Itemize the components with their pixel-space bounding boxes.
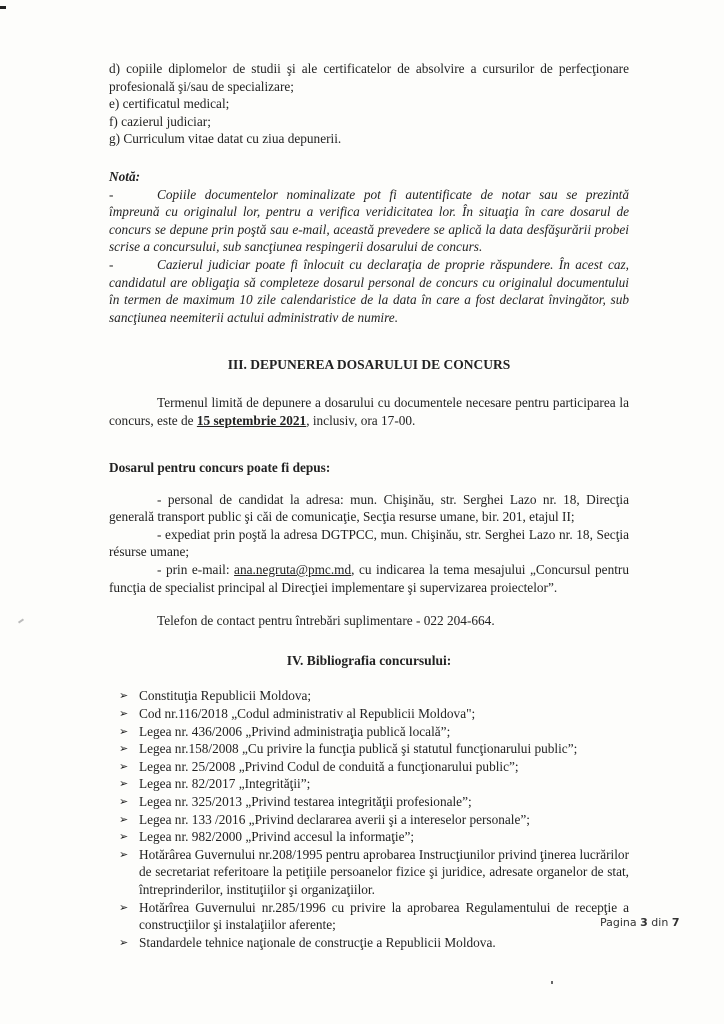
email-post: , cu indicarea la tema mesajului „Concursul pentru funcţia de specialist principal al Direcţiei implementare şi supervizarea proiectelor”. (109, 562, 629, 595)
note-text: Cazierul judiciar poate fi înlocuit cu declaraţia de proprie răspundere. În acest caz, candidatul are obligaţia să completeze dosarul personal de concurs cu originalul documentului în termen de maximum 10 zile calendaristice de la data în care a fost declarat învingător, sub sancţiunea neemiterii actului administrativ de numire. (109, 256, 629, 325)
doc-item-f: f) cazierul judiciar; (109, 113, 211, 129)
list-item-text: Legea nr.158/2008 „Cu privire la funcţia publică şi statutul funcţionarului public”; (139, 741, 578, 757)
submit-email (109, 561, 629, 596)
arrow-bullet-icon: ➢ (119, 777, 129, 791)
arrow-bullet-icon: ➢ (119, 689, 129, 703)
dash: - (109, 186, 114, 202)
page-current: 3 (640, 916, 648, 929)
list-item (119, 740, 629, 758)
submit-personal: - personal de candidat la adresa: mun. Chişinău, str. Serghei Lazo nr. 18, Direcţia generală transport public şi căi de comunicaţie, Secţia resurse umane, bir. 201, etajul II; (109, 491, 629, 525)
note-text: Copiile documentelor nominalizate pot fi autentificate de notar sau se prezintă împreună cu originalul lor, pentru a verifica veridicitatea lor. În situaţia în care dosarul de concurs se depune prin poştă sau e-mail, această prevedere se aplică la data desfăşurării probei scrise a concursului, sub sancţiunea respingerii dosarului de concurs. (109, 186, 629, 255)
page-number (600, 916, 679, 929)
list-item (119, 828, 629, 846)
list-item (119, 758, 629, 776)
list-item (119, 811, 629, 829)
list-item-text: Legea nr. 25/2008 „Privind Codul de conduită a funcţionarului public”; (139, 758, 519, 774)
arrow-bullet-icon: ➢ (119, 724, 129, 738)
list-item-text: Cod nr.116/2018 „Codul administrativ al Republicii Moldova"; (139, 706, 476, 722)
deadline-date: 15 septembrie 2021 (196, 412, 307, 428)
page-total: 7 (671, 916, 680, 929)
list-item (119, 846, 629, 899)
section-3-heading: III. DEPUNEREA DOSARULUI DE CONCURS (227, 357, 511, 373)
list-item-text: Constituţia Republicii Moldova; (139, 688, 312, 704)
dash: - (109, 256, 114, 272)
list-item-text: Legea nr. 133 /2016 „Privind declararea averii şi a intereselor personale”; (139, 811, 530, 827)
section-4-heading: IV. Bibliografia concursului: (286, 652, 452, 668)
scan-edge-mark (0, 6, 6, 9)
list-item-text: Legea nr. 982/2000 „Privind accesul la informaţie”; (139, 829, 415, 845)
page-label: Pagina (600, 916, 637, 929)
doc-item-g: g) Curriculum vitae datat cu ziua depunerii. (109, 131, 342, 147)
note-item (109, 256, 629, 326)
contact-phone: Telefon de contact pentru întrebări suplimentare - 022 204-664. (157, 613, 495, 629)
list-item-text: Standardele tehnice naţionale de construcţie a Republicii Moldova. (139, 934, 496, 950)
arrow-bullet-icon: ➢ (119, 830, 129, 844)
arrow-bullet-icon: ➢ (119, 847, 129, 861)
email-link[interactable]: ana.negruta@pmc.md (234, 562, 352, 578)
arrow-bullet-icon: ➢ (119, 795, 129, 808)
list-item-text: Legea nr. 325/2013 „Privind testarea integrităţii profesionale”; (139, 794, 472, 809)
deadline-post: , inclusiv, ora 17-00. (306, 412, 416, 428)
list-item-text: Hotărîrea Guvernului nr.285/1996 cu privire la aprobarea Regulamentului de recepţie a construcţiilor şi instalaţiilor aferente; (139, 899, 629, 933)
scan-dot (551, 981, 553, 984)
list-item (119, 705, 629, 723)
scan-artifact (18, 618, 24, 623)
submit-title: Dosarul pentru concurs poate fi depus: (109, 460, 331, 476)
list-item (119, 934, 629, 952)
email-pre: - prin e-mail: (157, 562, 235, 578)
list-item (119, 775, 629, 793)
list-item (119, 793, 629, 811)
deadline-paragraph (109, 394, 629, 429)
doc-item-d: d) copiile diplomelor de studii şi ale certificatelor de absolvire a cursurilor de perfecţionare profesională şi/sau de specializare; (109, 61, 629, 94)
arrow-bullet-icon: ➢ (119, 812, 129, 826)
arrow-bullet-icon: ➢ (119, 759, 129, 773)
arrow-bullet-icon: ➢ (119, 707, 129, 721)
list-item-text: Hotărârea Guvernului nr.208/1995 pentru aprobarea Instrucţiunilor privind ţinerea lucrărilor de secretariat referitoare la petiţiile persoanelor fizice şi juridice, adresate organelor de stat, întreprinderilor, instituţiilor şi organizaţiilor. (139, 846, 629, 897)
arrow-bullet-icon: ➢ (119, 742, 129, 756)
page-sep: din (651, 916, 669, 929)
list-item (119, 899, 629, 934)
list-item-text: Legea nr. 82/2017 „Integrităţii”; (139, 776, 311, 792)
deadline-pre: Termenul limită de depunere a dosarului cu documentele necesare pentru participarea la concurs, este de (109, 394, 629, 428)
list-item (119, 723, 629, 741)
bibliography-list (109, 687, 629, 951)
doc-item-e: e) certificatul medical; (109, 96, 230, 112)
arrow-bullet-icon: ➢ (119, 935, 129, 949)
submit-post: - expediat prin poştă la adresa DGTPCC, mun. Chişinău, str. Serghei Lazo nr. 18, Secţia résurse umane; (109, 526, 629, 560)
list-item (119, 687, 629, 705)
list-item-text: Legea nr. 436/2006 „Privind administraţia publică locală”; (139, 723, 451, 739)
note-item (109, 186, 629, 256)
document-page (109, 60, 629, 951)
arrow-bullet-icon: ➢ (119, 900, 129, 914)
note-title: Notă: (109, 168, 141, 184)
